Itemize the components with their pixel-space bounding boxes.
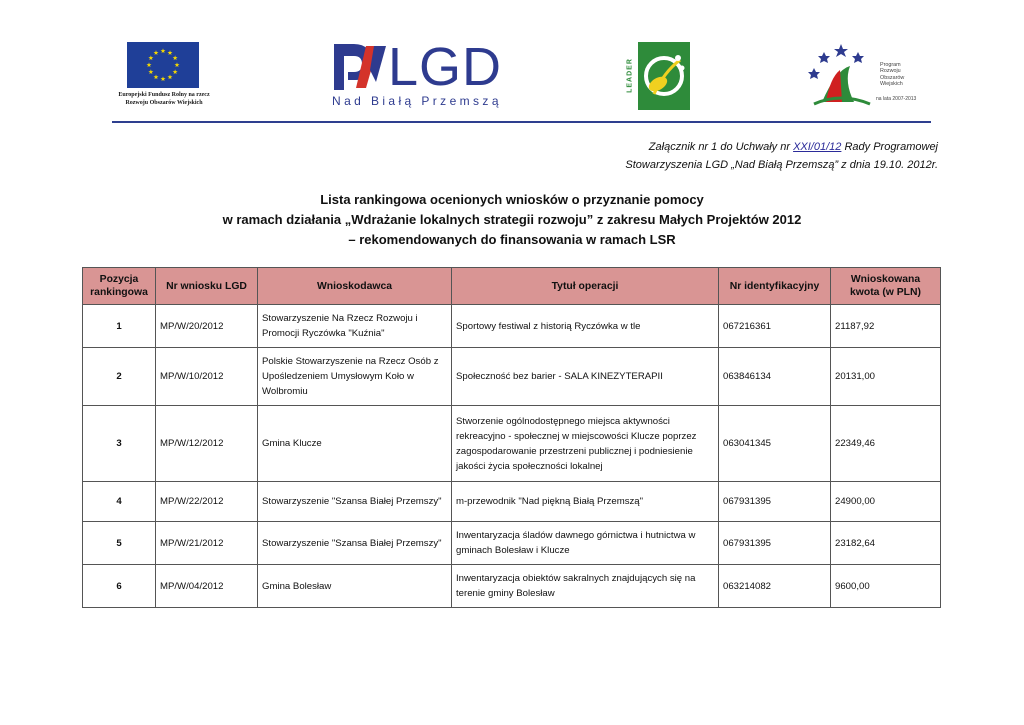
column-header-applicant: Wnioskodawca <box>258 268 452 305</box>
leader-wordmark: LEADER <box>626 58 634 93</box>
lgd-logo <box>330 37 520 112</box>
annex-note <box>625 138 938 174</box>
cell-applicant: Stowarzyszenie "Szansa Białej Przemszy" <box>258 522 452 565</box>
cell-identification-number: 067931395 <box>719 522 831 565</box>
ranking-table <box>82 267 941 608</box>
resolution-number: XXI/01/12 <box>793 141 842 153</box>
cell-application-number: MP/W/10/2012 <box>156 348 258 406</box>
prow-caption: Program Rozwoju Obszarów Wiejskich <box>880 62 905 88</box>
column-header-operation-title: Tytuł operacji <box>452 268 719 305</box>
cell-application-number: MP/W/12/2012 <box>156 406 258 482</box>
cell-operation-title: Stworzenie ogólnodostępnego miejsca aktywności rekreacyjno - społecznej w miejscowości Klucze poprzez zagospodarowanie przestrzeni publicznej i podniesienie jakości życia społeczności lokalnej <box>452 406 719 482</box>
cell-identification-number: 067216361 <box>719 305 831 348</box>
eu-star-icon <box>168 75 173 80</box>
cell-identification-number: 063846134 <box>719 348 831 406</box>
cell-applicant: Gmina Klucze <box>258 406 452 482</box>
table-row <box>83 348 941 406</box>
table-row <box>83 522 941 565</box>
document-title: Lista rankingowa ocenionych wniosków o przyznanie pomocy w ramach działania „Wdrażanie lokalnych strategii rozwoju” z zakresu Małych Projektów 2012 – rekomendowanych do finansowania w ramach LSR <box>222 192 802 247</box>
cell-amount: 23182,64 <box>831 522 941 565</box>
lgd-wordmark: LGD <box>388 37 503 97</box>
cell-application-number: MP/W/20/2012 <box>156 305 258 348</box>
cell-amount: 20131,00 <box>831 348 941 406</box>
cell-amount: 22349,46 <box>831 406 941 482</box>
prow-emblem-icon <box>806 42 876 108</box>
cell-identification-number: 067931395 <box>719 482 831 522</box>
cell-operation-title: m-przewodnik "Nad piękną Białą Przemszą" <box>452 482 719 522</box>
lgd-mark-icon <box>330 40 390 94</box>
cell-position: 6 <box>83 565 156 608</box>
table-row <box>83 406 941 482</box>
eu-fund-caption: Europejski Fundusz Rolny na rzecz Rozwoju Obszarów Wiejskich <box>118 92 210 106</box>
eu-star-icon <box>173 55 178 60</box>
cell-position: 1 <box>83 305 156 348</box>
cell-application-number: MP/W/21/2012 <box>156 522 258 565</box>
prow-logo <box>806 42 916 108</box>
eu-star-icon <box>148 69 153 74</box>
eu-star-icon <box>161 76 166 81</box>
eu-star-icon <box>161 48 166 53</box>
leader-logo <box>624 42 690 110</box>
eu-star-icon <box>173 69 178 74</box>
column-header-amount: Wnioskowana kwota (w PLN) <box>831 268 941 305</box>
annex-line-2: Stowarzyszenia LGD „Nad Białą Przemszą” z dnia 19.10. 2012r. <box>625 159 938 171</box>
column-header-application-number: Nr wniosku LGD <box>156 268 258 305</box>
column-header-identification-number: Nr identyfikacyjny <box>719 268 831 305</box>
prow-years: na lata 2007-2013 <box>876 96 917 102</box>
eu-star-icon <box>148 55 153 60</box>
cell-position: 4 <box>83 482 156 522</box>
cell-application-number: MP/W/22/2012 <box>156 482 258 522</box>
cell-amount: 24900,00 <box>831 482 941 522</box>
cell-applicant: Stowarzyszenie Na Rzecz Rozwoju i Promocji Ryczówka "Kuźnia" <box>258 305 452 348</box>
cell-position: 2 <box>83 348 156 406</box>
cell-position: 5 <box>83 522 156 565</box>
cell-applicant: Polskie Stowarzyszenie na Rzecz Osób z Upośledzeniem Umysłowym Koło w Wolbromiu <box>258 348 452 406</box>
cell-operation-title: Inwentaryzacja obiektów sakralnych znajdujących się na terenie gminy Bolesław <box>452 565 719 608</box>
table-header-row <box>83 268 941 305</box>
cell-operation-title: Sportowy festiwal z historią Ryczówka w tle <box>452 305 719 348</box>
cell-amount: 21187,92 <box>831 305 941 348</box>
lgd-subtitle: Nad Białą Przemszą <box>332 94 502 108</box>
cell-position: 3 <box>83 406 156 482</box>
cell-operation-title: Inwentaryzacja śladów dawnego górnictwa i hutnictwa w gminach Bolesław i Klucze <box>452 522 719 565</box>
header-divider <box>112 121 931 123</box>
eu-star-icon <box>175 62 180 67</box>
table-row <box>83 482 941 522</box>
annex-line-1: Załącznik nr 1 do Uchwały nr XXI/01/12 Rady Programowej <box>648 141 938 153</box>
eu-flag-icon <box>127 42 199 88</box>
eu-star-icon <box>154 50 159 55</box>
cell-applicant: Gmina Bolesław <box>258 565 452 608</box>
eu-star-icon <box>147 62 152 67</box>
cell-applicant: Stowarzyszenie "Szansa Białej Przemszy" <box>258 482 452 522</box>
cell-identification-number: 063041345 <box>719 406 831 482</box>
cell-operation-title: Społeczność bez barier - SALA KINEZYTERAPII <box>452 348 719 406</box>
cell-identification-number: 063214082 <box>719 565 831 608</box>
eu-fund-logo <box>108 42 220 112</box>
eu-star-icon <box>168 50 173 55</box>
eu-star-icon <box>154 75 159 80</box>
cell-application-number: MP/W/04/2012 <box>156 565 258 608</box>
column-header-position: Pozycja rankingowa <box>83 268 156 305</box>
table-row <box>83 565 941 608</box>
cell-amount: 9600,00 <box>831 565 941 608</box>
table-row <box>83 305 941 348</box>
